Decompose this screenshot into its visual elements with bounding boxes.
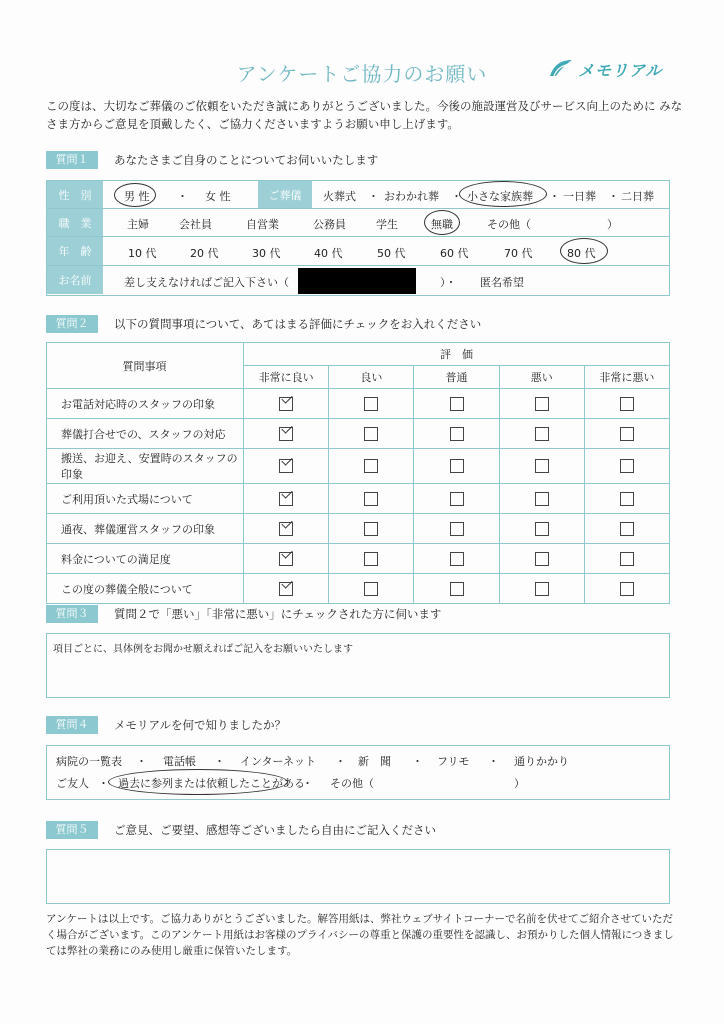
checkbox[interactable] [364, 427, 378, 441]
table-row [47, 449, 670, 484]
rating-cell [329, 449, 414, 484]
job-option-employee[interactable]: 会社員 [179, 218, 212, 231]
rating-cell [584, 419, 669, 449]
age-option-70s[interactable]: 70 代 [504, 247, 533, 260]
sex-label: 性 別 [47, 181, 103, 208]
separator: ・ [368, 190, 379, 203]
q1-badge: 質問１ [46, 151, 98, 169]
age-option-10s[interactable]: 10 代 [128, 247, 157, 260]
eval-column-header: 非常に悪い [584, 366, 669, 389]
source-internet[interactable]: インターネット [240, 755, 317, 768]
rating-cell [414, 484, 499, 514]
job-option-student[interactable]: 学生 [376, 218, 398, 231]
checked-checkbox[interactable] [279, 459, 293, 473]
rating-cell [584, 484, 669, 514]
rating-cell [584, 544, 669, 574]
rating-cell [414, 389, 499, 419]
rating-cell [414, 574, 499, 604]
footer-note: アンケートは以上です。ご協力ありがとうございました。解答用紙は、弊社ウェブサイトコーナーで名前を伏せてご紹介させていただく場合がございます。このアンケート用紙はお客様のプライバシーの尊重と保護の重要性を認識し、お預かりした個人情報につきましては弊社の業務にのみ使用し厳重に保管いたします。 [46, 913, 674, 957]
question-item: 通夜、葬儀運営スタッフの印象 [47, 514, 244, 544]
item-header: 質問事項 [47, 343, 244, 389]
funeral-option-cremation[interactable]: 火葬式 [323, 190, 356, 203]
question-item: この度の葬儀全般について [47, 574, 244, 604]
page-title: アンケートご協力のお願い [236, 62, 488, 86]
rating-cell [499, 574, 584, 604]
name-close: ）・ [440, 276, 457, 289]
q1-text: あなたさまご自身のことについてお伺いいたします [114, 153, 379, 167]
checkbox[interactable] [620, 427, 634, 441]
source-phonebook[interactable]: 電話帳 [163, 755, 196, 768]
eval-column-header: 非常に良い [244, 366, 329, 389]
q3-answer-box[interactable] [46, 633, 670, 698]
rating-cell [499, 514, 584, 544]
checkbox[interactable] [450, 397, 464, 411]
checkbox[interactable] [450, 492, 464, 506]
leaf-logo-icon [548, 58, 574, 78]
evaluation-table [46, 342, 670, 604]
selection-circle [114, 183, 156, 207]
question-item: お電話対応時のスタッフの印象 [47, 389, 244, 419]
source-past-attendance[interactable]: 過去に参列または依頼したことがある [118, 777, 305, 790]
rating-cell [414, 514, 499, 544]
age-option-60s[interactable]: 60 代 [440, 247, 469, 260]
checkbox[interactable] [364, 582, 378, 596]
rating-cell [414, 544, 499, 574]
selection-circle [108, 769, 288, 795]
checkbox[interactable] [535, 427, 549, 441]
q3-text: 質問２で「悪い」「非常に悪い」にチェックされた方に伺います [114, 607, 442, 621]
checkbox[interactable] [620, 552, 634, 566]
checkbox[interactable] [535, 459, 549, 473]
checkbox[interactable] [364, 397, 378, 411]
redacted-name [298, 268, 416, 294]
checkbox[interactable] [450, 427, 464, 441]
checkbox[interactable] [535, 582, 549, 596]
funeral-option-small-family[interactable]: 小さな家族葬 [467, 190, 533, 203]
source-furimo[interactable]: フリモ [437, 755, 470, 768]
question-item: 搬送、お迎え、安置時のスタッフの印象 [47, 449, 244, 484]
selection-circle [560, 238, 608, 264]
table-row [47, 419, 670, 449]
table-row [47, 389, 670, 419]
selection-circle [424, 210, 460, 235]
checkbox[interactable] [450, 459, 464, 473]
checkbox[interactable] [364, 492, 378, 506]
rating-cell [329, 484, 414, 514]
rating-cell [414, 419, 499, 449]
q5-badge: 質問５ [46, 821, 98, 839]
job-option-unemployed[interactable]: 無職 [431, 218, 453, 231]
rating-cell [584, 449, 669, 484]
table-row [47, 514, 670, 544]
rating-cell [329, 419, 414, 449]
checkbox[interactable] [450, 522, 464, 536]
job-option-self-employed[interactable]: 自営業 [246, 218, 279, 231]
separator: ・ [214, 755, 225, 768]
age-option-80s[interactable]: 80 代 [567, 247, 596, 260]
funeral-option-one-day[interactable]: 一日葬 [563, 190, 596, 203]
separator: ・ [335, 755, 346, 768]
checkbox[interactable] [535, 552, 549, 566]
rating-cell [329, 574, 414, 604]
question-item: 料金についての満足度 [47, 544, 244, 574]
rating-cell [414, 449, 499, 484]
eval-column-header: 悪い [499, 366, 584, 389]
separator: ・ [488, 755, 499, 768]
rating-cell [244, 574, 329, 604]
logo-text: メモリアル [578, 61, 663, 80]
separator: ・ [302, 777, 313, 790]
age-option-50s[interactable]: 50 代 [377, 247, 406, 260]
source-other-close: ） [514, 777, 525, 790]
rating-cell [244, 449, 329, 484]
rating-cell [244, 419, 329, 449]
rating-cell [499, 419, 584, 449]
q2-text: 以下の質問事項について、あてはまる評価にチェックをお入れください [114, 317, 482, 331]
funeral-option-farewell[interactable]: おわかれ葬 [384, 190, 439, 203]
rating-cell [329, 514, 414, 544]
checkbox[interactable] [364, 459, 378, 473]
table-row [47, 574, 670, 604]
checkbox[interactable] [620, 459, 634, 473]
q4-text: メモリアルを何で知りましたか？ [114, 718, 287, 732]
rating-cell [244, 389, 329, 419]
q5-text: ご意見、ご要望、感想等ございましたら自由にご記入ください [114, 823, 436, 837]
rating-cell [329, 389, 414, 419]
rating-cell [499, 484, 584, 514]
rating-cell [499, 449, 584, 484]
eval-column-header: 良い [329, 366, 414, 389]
age-option-40s[interactable]: 40 代 [314, 247, 343, 260]
job-label: 職 業 [47, 209, 103, 236]
rating-cell [329, 544, 414, 574]
separator: ・ [412, 755, 423, 768]
question-item: 葬儀打合せでの、スタッフの対応 [47, 419, 244, 449]
sex-option-male[interactable]: 男 性 [124, 190, 150, 203]
q3-box-prompt: 項目ごとに、具体例をお聞かせ願えればご記入をお願いいたします [53, 644, 353, 655]
source-friend[interactable]: ご友人 [56, 777, 89, 790]
funeral-option-two-day[interactable]: 二日葬 [621, 190, 654, 203]
eval-header: 評 価 [244, 343, 670, 366]
separator: ・ [136, 755, 147, 768]
sex-option-female[interactable]: 女 性 [205, 190, 231, 203]
separator: ・ [608, 190, 619, 203]
q5-answer-box[interactable] [46, 849, 670, 904]
checkbox[interactable] [364, 522, 378, 536]
rating-cell [584, 574, 669, 604]
job-option-civil-servant[interactable]: 公務員 [313, 218, 346, 231]
anonymous-option[interactable]: 匿名希望 [480, 276, 524, 289]
checked-checkbox[interactable] [279, 582, 293, 596]
separator: ・ [177, 190, 188, 203]
checkbox[interactable] [535, 397, 549, 411]
q4-badge: 質問４ [46, 716, 98, 734]
checkbox[interactable] [620, 582, 634, 596]
intro-text: この度は、大切なご葬儀のご依頼をいただき誠にありがとうございました。今後の施設運営及びサービス向上のために みなさま方からご意見を頂戴したく、ご協力くださいますようお願い申し上げます。 [46, 99, 683, 131]
age-option-30s[interactable]: 30 代 [252, 247, 281, 260]
separator: ・ [549, 190, 560, 203]
checkbox[interactable] [535, 522, 549, 536]
checkbox[interactable] [620, 522, 634, 536]
age-label: 年 齢 [47, 237, 103, 265]
job-option-other-close: ） [607, 218, 618, 231]
rating-cell [244, 544, 329, 574]
checkbox[interactable] [620, 397, 634, 411]
selection-circle [459, 181, 547, 207]
source-hospital-list[interactable]: 病院の一覧表 [56, 755, 122, 768]
checked-checkbox[interactable] [279, 522, 293, 536]
funeral-label: ご葬儀 [258, 181, 312, 208]
separator: ・ [451, 190, 462, 203]
source-other[interactable]: その他（ [330, 777, 374, 790]
rating-cell [499, 544, 584, 574]
q3-badge: 質問３ [46, 605, 98, 623]
checkbox[interactable] [364, 552, 378, 566]
source-passing-by[interactable]: 通りかかり [514, 755, 569, 768]
table-row [47, 484, 670, 514]
job-option-other[interactable]: その他（ [487, 218, 531, 231]
checkbox[interactable] [450, 582, 464, 596]
rating-cell [499, 389, 584, 419]
q2-badge: 質問２ [46, 315, 98, 333]
checked-checkbox[interactable] [279, 427, 293, 441]
rating-cell [244, 484, 329, 514]
checked-checkbox[interactable] [279, 397, 293, 411]
checked-checkbox[interactable] [279, 492, 293, 506]
checkbox[interactable] [535, 492, 549, 506]
table-row [47, 544, 670, 574]
checkbox[interactable] [450, 552, 464, 566]
rating-cell [584, 389, 669, 419]
name-label: お名前 [47, 266, 103, 294]
rating-cell [584, 514, 669, 544]
separator: ・ [98, 777, 109, 790]
checkbox[interactable] [620, 492, 634, 506]
source-newspaper[interactable]: 新 聞 [358, 755, 391, 768]
eval-column-header: 普通 [414, 366, 499, 389]
rating-cell [244, 514, 329, 544]
age-option-20s[interactable]: 20 代 [190, 247, 219, 260]
job-option-housewife[interactable]: 主婦 [127, 218, 149, 231]
name-prompt: 差し支えなければご記入下さい（ [124, 276, 289, 289]
checked-checkbox[interactable] [279, 552, 293, 566]
question-item: ご利用頂いた式場について [47, 484, 244, 514]
